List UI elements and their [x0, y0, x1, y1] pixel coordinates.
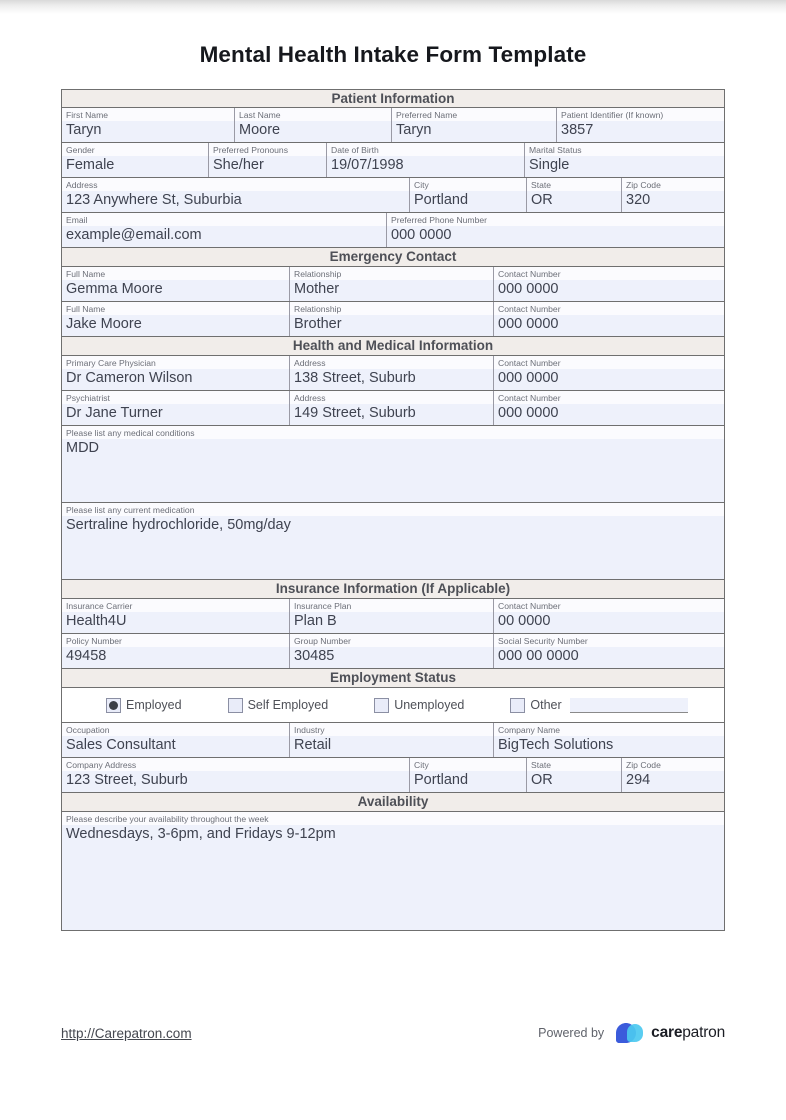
field-preferred-pronouns[interactable] — [209, 143, 327, 177]
powered-by-block — [538, 1022, 725, 1044]
field-label: Preferred Phone Number — [387, 213, 724, 226]
field-value: OR — [527, 771, 621, 792]
field-label: Industry — [290, 723, 493, 736]
field-label: Preferred Name — [392, 108, 556, 121]
section-header-insurance-information: Insurance Information (If Applicable) — [61, 580, 725, 599]
field-label: Address — [290, 391, 493, 404]
field-current-medication[interactable] — [62, 503, 724, 579]
field-value: BigTech Solutions — [494, 736, 724, 757]
field-value: 00 0000 — [494, 612, 724, 633]
checkbox-label: Self Employed — [247, 698, 329, 712]
page-title: Mental Health Intake Form Template — [199, 42, 587, 67]
field-label: Please list any current medication — [62, 503, 724, 516]
carepatron-wordmark — [651, 1024, 725, 1042]
field-city[interactable] — [410, 178, 527, 212]
field-label: City — [410, 758, 526, 771]
field-value: 3857 — [557, 121, 724, 142]
field-label: Occupation — [62, 723, 289, 736]
field-primary-care-physician[interactable] — [62, 356, 290, 390]
field-value: 000 0000 — [494, 404, 724, 425]
field-label: Contact Number — [494, 267, 724, 280]
emergency-contact-row-2 — [61, 302, 725, 337]
field-insurance-carrier[interactable] — [62, 599, 290, 633]
field-value: 123 Street, Suburb — [62, 771, 409, 792]
field-primary-care-contact-number[interactable] — [494, 356, 724, 390]
checkbox-checked-icon[interactable] — [106, 698, 121, 713]
field-value: 000 0000 — [387, 226, 724, 247]
field-value: Brother — [290, 315, 493, 336]
patient-row-names — [61, 108, 725, 143]
field-emergency-relationship-1[interactable] — [290, 267, 494, 301]
section-header-employment-status: Employment Status — [61, 669, 725, 688]
field-date-of-birth[interactable] — [327, 143, 525, 177]
patient-row-address — [61, 178, 725, 213]
field-email[interactable] — [62, 213, 387, 247]
field-label: Zip Code — [622, 178, 724, 191]
footer — [61, 1018, 725, 1048]
insurance-row-1 — [61, 599, 725, 634]
field-label: Company Name — [494, 723, 724, 736]
field-label: Contact Number — [494, 356, 724, 369]
checkbox-option-other[interactable] — [510, 698, 687, 713]
checkbox-icon[interactable] — [510, 698, 525, 713]
field-value: 19/07/1998 — [327, 156, 524, 177]
field-patient-identifier[interactable] — [557, 108, 724, 142]
checkbox-option-self-employed[interactable] — [228, 698, 329, 713]
field-value: Wednesdays, 3-6pm, and Fridays 9-12pm — [66, 826, 336, 842]
section-header-health-and-medical-information: Health and Medical Information — [61, 337, 725, 356]
field-label: Contact Number — [494, 599, 724, 612]
field-industry[interactable] — [290, 723, 494, 757]
field-social-security-number[interactable] — [494, 634, 724, 668]
field-label: City — [410, 178, 526, 191]
field-label: Insurance Plan — [290, 599, 493, 612]
field-state[interactable] — [527, 178, 622, 212]
field-value: 49458 — [62, 647, 289, 668]
field-primary-care-address[interactable] — [290, 356, 494, 390]
field-label: Address — [290, 356, 493, 369]
field-label: Address — [62, 178, 409, 191]
wordmark-rest: patron — [682, 1024, 725, 1041]
field-label: Patient Identifier (If known) — [557, 108, 724, 121]
field-label: Marital Status — [525, 143, 724, 156]
field-value: 000 0000 — [494, 280, 724, 301]
field-label: Policy Number — [62, 634, 289, 647]
field-insurance-contact-number[interactable] — [494, 599, 724, 633]
field-label: First Name — [62, 108, 234, 121]
field-label: Gender — [62, 143, 208, 156]
field-company-zip-code[interactable] — [622, 758, 724, 792]
field-medical-conditions[interactable] — [62, 426, 724, 502]
field-label: Company Address — [62, 758, 409, 771]
insurance-row-2 — [61, 634, 725, 669]
checkbox-label: Unemployed — [394, 698, 465, 712]
field-label: Full Name — [62, 267, 289, 280]
emergency-contact-row-1 — [61, 267, 725, 302]
field-policy-number[interactable] — [62, 634, 290, 668]
checkbox-label: Employed — [126, 698, 182, 712]
patient-row-demographics — [61, 143, 725, 178]
field-value: Taryn — [62, 121, 234, 142]
field-label: State — [527, 758, 621, 771]
section-header-availability: Availability — [61, 793, 725, 812]
health-row-primary-care — [61, 356, 725, 391]
field-value: Retail — [290, 736, 493, 757]
field-label: Relationship — [290, 302, 493, 315]
field-value: example@email.com — [62, 226, 386, 247]
field-value: Sales Consultant — [62, 736, 289, 757]
field-emergency-full-name-2[interactable] — [62, 302, 290, 336]
health-row-psychiatrist — [61, 391, 725, 426]
field-gender[interactable] — [62, 143, 209, 177]
field-value: 000 0000 — [494, 369, 724, 390]
employment-status-options-row — [61, 688, 725, 723]
field-group-number[interactable] — [290, 634, 494, 668]
field-value: 320 — [622, 191, 724, 212]
field-psychiatrist-address[interactable] — [290, 391, 494, 425]
section-header-emergency-contact: Emergency Contact — [61, 248, 725, 267]
field-value: Gemma Moore — [62, 280, 289, 301]
field-value: Jake Moore — [62, 315, 289, 336]
field-psychiatrist[interactable] — [62, 391, 290, 425]
field-label: Full Name — [62, 302, 289, 315]
employment-row-occupation — [61, 723, 725, 758]
health-row-conditions — [61, 426, 725, 503]
field-value: 000 0000 — [494, 315, 724, 336]
field-emergency-full-name-1[interactable] — [62, 267, 290, 301]
field-value: Portland — [410, 771, 526, 792]
field-availability[interactable] — [62, 812, 724, 930]
carepatron-website-link[interactable]: http://Carepatron.com — [61, 1025, 192, 1041]
employment-row-company-address — [61, 758, 725, 793]
powered-by-label: Powered by — [538, 1026, 605, 1040]
section-header-patient-information: Patient Information — [61, 89, 725, 108]
field-textarea[interactable] — [62, 439, 724, 502]
field-label: Email — [62, 213, 386, 226]
field-label: Group Number — [290, 634, 493, 647]
field-textarea[interactable] — [62, 516, 724, 579]
field-label: Preferred Pronouns — [209, 143, 326, 156]
field-label: Psychiatrist — [62, 391, 289, 404]
field-value: She/her — [209, 156, 326, 177]
patient-row-contact — [61, 213, 725, 248]
checkbox-option-employed[interactable] — [106, 698, 182, 713]
field-label: Social Security Number — [494, 634, 724, 647]
field-label: Please describe your availability throughout the week — [62, 812, 724, 825]
field-value: 138 Street, Suburb — [290, 369, 493, 390]
checkbox-icon[interactable] — [374, 698, 389, 713]
field-label: Primary Care Physician — [62, 356, 289, 369]
field-occupation[interactable] — [62, 723, 290, 757]
intake-form — [61, 89, 725, 931]
field-value: Sertraline hydrochloride, 50mg/day — [66, 517, 291, 533]
field-company-name[interactable] — [494, 723, 724, 757]
field-preferred-phone-number[interactable] — [387, 213, 724, 247]
field-label: State — [527, 178, 621, 191]
field-psychiatrist-contact-number[interactable] — [494, 391, 724, 425]
field-label: Date of Birth — [327, 143, 524, 156]
field-value: Single — [525, 156, 724, 177]
checkbox-option-unemployed[interactable] — [374, 698, 464, 713]
field-preferred-name[interactable] — [392, 108, 557, 142]
field-label: Please list any medical conditions — [62, 426, 724, 439]
availability-row — [61, 812, 725, 931]
checkbox-icon[interactable] — [228, 698, 243, 713]
field-value: Taryn — [392, 121, 556, 142]
field-value: OR — [527, 191, 621, 212]
field-value: 123 Anywhere St, Suburbia — [62, 191, 409, 212]
carepatron-logo-icon — [615, 1022, 645, 1044]
field-value: 000 00 0000 — [494, 647, 724, 668]
field-label: Insurance Carrier — [62, 599, 289, 612]
field-value: Portland — [410, 191, 526, 212]
field-label: Last Name — [235, 108, 391, 121]
field-value: 294 — [622, 771, 724, 792]
health-row-medication — [61, 503, 725, 580]
field-value: Female — [62, 156, 208, 177]
field-last-name[interactable] — [235, 108, 392, 142]
field-label: Relationship — [290, 267, 493, 280]
field-value: Plan B — [290, 612, 493, 633]
field-label: Contact Number — [494, 391, 724, 404]
field-company-city[interactable] — [410, 758, 527, 792]
field-value: Dr Jane Turner — [62, 404, 289, 425]
field-value: MDD — [66, 440, 100, 456]
field-emergency-contact-number-2[interactable] — [494, 302, 724, 336]
field-value: Moore — [235, 121, 391, 142]
field-company-state[interactable] — [527, 758, 622, 792]
field-zip-code[interactable] — [622, 178, 724, 212]
field-marital-status[interactable] — [525, 143, 724, 177]
field-value: Mother — [290, 280, 493, 301]
field-company-address[interactable] — [62, 758, 410, 792]
field-value: 30485 — [290, 647, 493, 668]
field-first-name[interactable] — [62, 108, 235, 142]
field-value: 149 Street, Suburb — [290, 404, 493, 425]
field-emergency-relationship-2[interactable] — [290, 302, 494, 336]
field-insurance-plan[interactable] — [290, 599, 494, 633]
employment-status-options — [62, 688, 724, 722]
field-label: Contact Number — [494, 302, 724, 315]
field-address[interactable] — [62, 178, 410, 212]
wordmark-bold: care — [651, 1024, 683, 1041]
field-value: Health4U — [62, 612, 289, 633]
field-label: Zip Code — [622, 758, 724, 771]
field-textarea[interactable] — [62, 825, 724, 930]
field-value: Dr Cameron Wilson — [62, 369, 289, 390]
other-employment-input[interactable] — [570, 698, 688, 713]
checkbox-label: Other — [530, 698, 562, 712]
field-emergency-contact-number-1[interactable] — [494, 267, 724, 301]
